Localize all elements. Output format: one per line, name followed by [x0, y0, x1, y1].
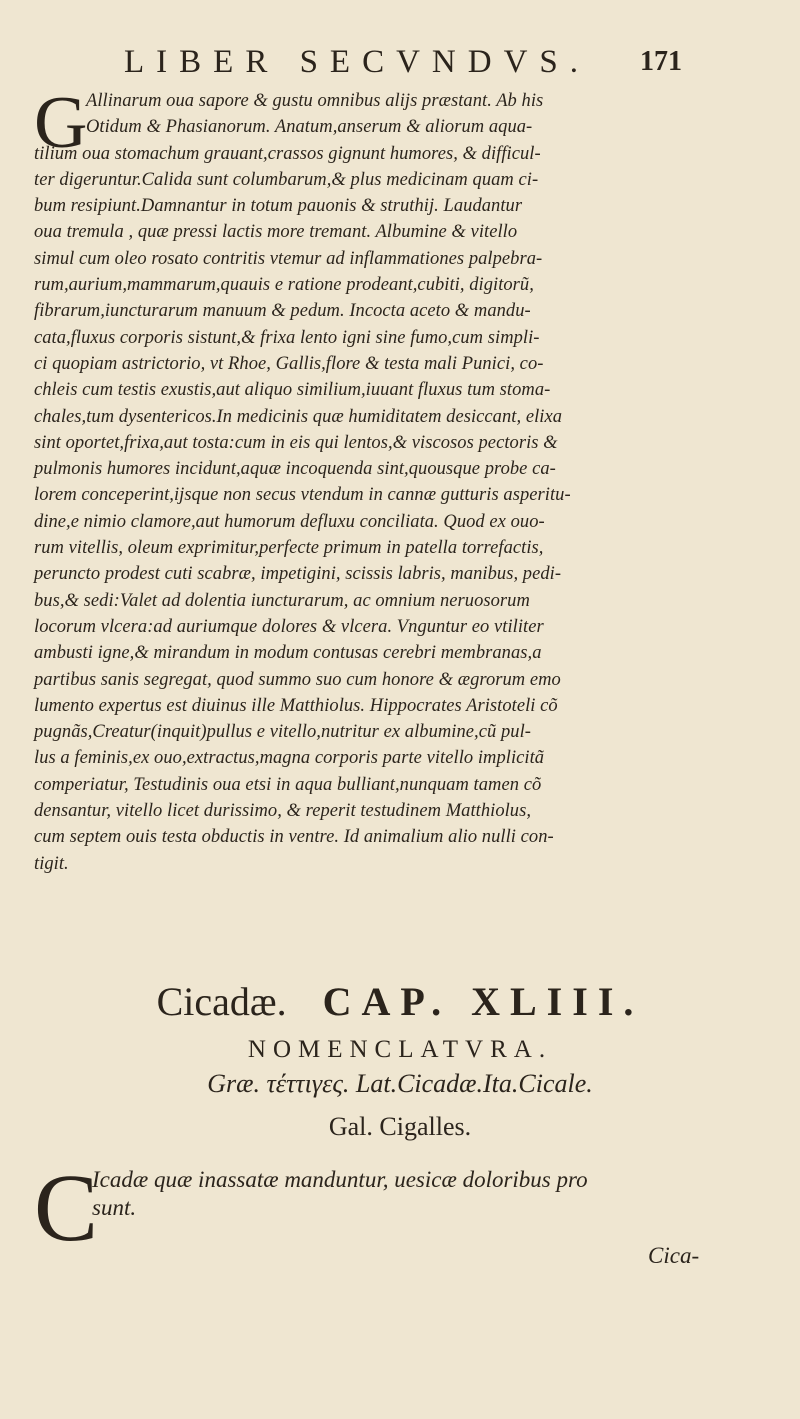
text-line: sint oportet,frixa,aut tosta:cum in eis qui lentos,& viscosos pectoris & [34, 432, 558, 453]
text-line: ter digeruntur.Calida sunt columbarum,& plus medicinam quam ci- [34, 169, 539, 190]
text-line: ci quopiam astrictorio, vt Rhoe, Gallis,flore & testa mali Punici, co- [34, 353, 544, 374]
text-line: oua tremula , quæ pressi lactis more tremant. Albumine & vitello [34, 222, 518, 243]
text-line: dine,e nimio clamore,aut humorum defluxu conciliata. Quod ex ouo- [34, 511, 545, 532]
text-line: ambusti igne,& mirandum in modum contusas cerebri membranas,a [34, 643, 542, 664]
paragraph-cicadae [34, 1154, 712, 1261]
chapter-heading [0, 978, 800, 1025]
text-line: bum resipiunt.Damnantur in totum pauonis & struthij. Laudantur [34, 196, 523, 217]
text-line: lorem conceperint,ijsque non secus vtendum in cannæ gutturis asperitu- [34, 485, 571, 506]
gallic-name-line: Gal. Cigalles. [328, 1112, 472, 1141]
paragraph-eggs [34, 82, 706, 877]
text-line: simul cum oleo rosato contritis vtemur ad inflammationes palpebra- [34, 248, 543, 269]
text-line: cum septem ouis testa obductis in ventre. Id animalium alio nulli con- [34, 827, 554, 848]
nomenclatura-heading: NOMENCLATVRA. [247, 1036, 553, 1063]
text-line: sunt. [92, 1195, 137, 1220]
text-line: lumento expertus est diuinus ille Matthiolus. Hippocrates Aristoteli cõ [34, 695, 558, 716]
text-line: fibrarum,iuncturarum manuum & pedum. Incocta aceto & mandu- [34, 301, 531, 322]
text-line: lus a feminis,ex ouo,extractus,magna corporis parte vitello implicitã [34, 748, 545, 769]
text-line: peruncto prodest cuti scabræ, impetigini, scissis labris, manibus, pedi- [34, 564, 562, 585]
names-line: Græ. τέττιγες. Lat.Cicadæ.Ita.Cicale. [207, 1069, 593, 1098]
text-line: pulmonis humores incidunt,aquæ incoquenda sint,quousque probe ca- [34, 459, 556, 480]
text-line: Otidum & Phasianorum. Anatum,anserum & aliorum aqua- [86, 117, 533, 138]
running-title: LIBER SECVNDVS. [124, 44, 591, 80]
drop-cap: C [34, 1154, 99, 1261]
text-line: Allinarum oua sapore & gustu omnibus alijs præstant. Ab his [86, 91, 544, 111]
text-line: cata,fluxus corporis sistunt,& frixa lento igni sine fumo,cum simpli- [34, 327, 540, 348]
text-line: comperiatur, Testudinis oua etsi in aqua bulliant,nunquam tamen cõ [34, 774, 542, 795]
text-line: chleis cum testis exustis,aut aliquo similium,iuuant fluxus tum stoma- [34, 380, 551, 401]
text-line: bus,& sedi:Valet ad dolentia iuncturarum, ac omnium neruosorum [34, 590, 530, 611]
drop-cap: G [34, 82, 88, 164]
text-line: Icadæ quæ inassatæ manduntur, uesicæ doloribus pro [92, 1167, 588, 1192]
text-line: locorum vlcera:ad auriumque dolores & vlcera. Vnguntur eo vtiliter [34, 616, 544, 637]
page-number: 171 [640, 46, 682, 77]
text-line: pugnãs,Creatur(inquit)pullus e vitello,nutritur ex albumine,cũ pul- [34, 722, 531, 743]
text-line: tigit. [34, 853, 69, 874]
text-line: chales,tum dysentericos.In medicinis quæ humiditatem desiccant, elixa [34, 406, 563, 427]
text-line: rum vitellis, oleum exprimitur,perfecte primum in patella torrefactis, [34, 538, 544, 559]
text-line: partibus sanis segregat, quod summo suo cum honore & ægrorum emo [34, 669, 561, 690]
chapter-number: CAP. XLIII. [322, 979, 644, 1024]
text-line: rum,aurium,mammarum,quauis e ratione prodeant,cubiti, digitorũ, [34, 275, 534, 296]
chapter-name: Cicadæ. [156, 979, 287, 1024]
catchword: Cica- [648, 1243, 700, 1268]
text-line: densantur, vitello licet durissimo, & reperit testudinem Matthiolus, [34, 801, 532, 822]
text-line: tilium oua stomachum grauant,crassos gignunt humores, & difficul- [34, 143, 541, 164]
